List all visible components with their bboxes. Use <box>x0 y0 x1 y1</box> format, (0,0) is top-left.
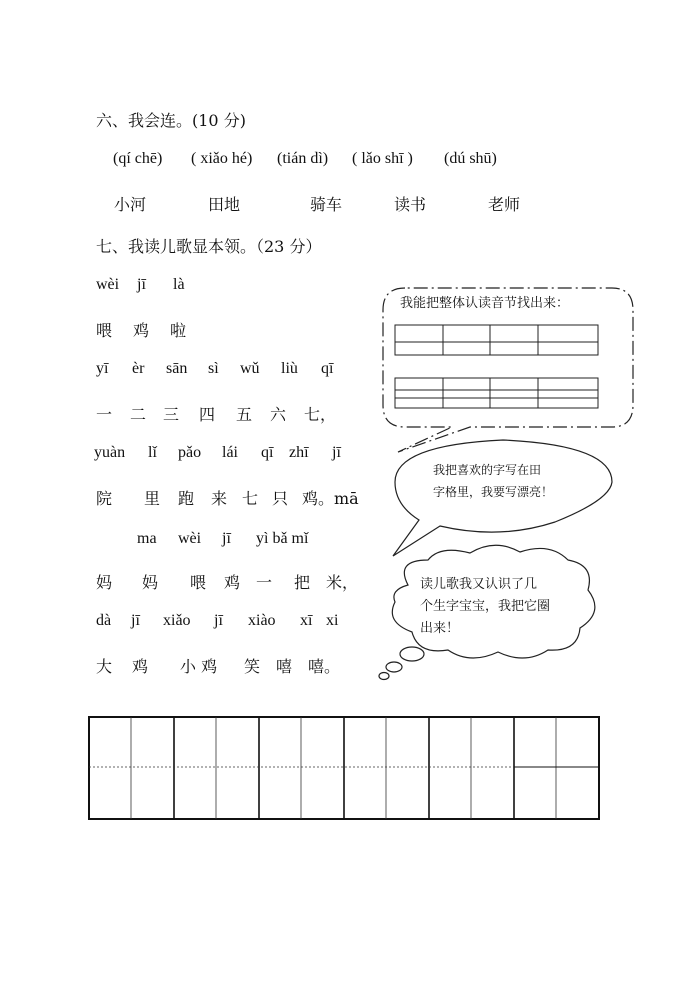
song-py: xiǎo <box>163 612 191 629</box>
q6-word-1: 小河 <box>114 195 147 214</box>
song-hz: 一 <box>256 573 273 592</box>
song-hz: 把 <box>294 573 311 592</box>
song-hz: 嘻。 <box>308 657 341 676</box>
thought-cloud-line: 读儿歌我又认识了几 <box>420 577 538 592</box>
song-py: jī <box>214 612 223 629</box>
song-py: yì bǎ mǐ <box>256 530 309 547</box>
q6-pinyin-3: (tián dì) <box>277 150 329 167</box>
q6-title: 六、我会连。(10 分) <box>96 111 246 130</box>
song-py: qī <box>321 360 334 377</box>
song-py: sān <box>166 360 188 377</box>
song-hz: 二 <box>130 405 147 424</box>
song-hz: 鸡 <box>224 573 241 592</box>
syllable-bubble-title: 我能把整体认读音节找出来： <box>400 296 570 311</box>
q6-pinyin-2: ( xiǎo hé) <box>191 150 253 167</box>
song-py: xiào <box>248 612 276 629</box>
song-py: wèi <box>96 276 120 293</box>
song-hz: 三 <box>163 405 180 424</box>
song-hz: 里 <box>144 489 161 508</box>
song-hz: 米， <box>326 573 359 592</box>
song-py: yī <box>96 360 109 377</box>
song-hz: 鸡 <box>132 657 149 676</box>
song-hz: 五 <box>236 405 253 424</box>
song-py: xī <box>300 612 313 629</box>
write-bubble-line: 我把喜欢的字写在田 <box>433 463 542 477</box>
song-hz: 鸡 <box>133 321 150 340</box>
song-hz: 妈 <box>96 573 113 592</box>
song-py: èr <box>132 360 145 377</box>
song-py: lǐ <box>148 444 157 461</box>
song-hz: 跑 <box>178 489 195 508</box>
song-py: liù <box>281 360 298 377</box>
song-py: zhī <box>289 444 309 461</box>
song-py: sì <box>208 360 219 377</box>
song-hz: 院 <box>96 489 113 508</box>
song-hz: 一 <box>96 405 113 424</box>
write-bubble-text <box>433 459 553 503</box>
thought-cloud-line: 出来！ <box>420 621 460 636</box>
song-py: pǎo <box>178 444 202 461</box>
song-hz: 四 <box>199 405 216 424</box>
song-py: jī <box>332 444 341 461</box>
song-hz: 小 鸡 <box>180 657 218 676</box>
song-py: xi <box>326 612 339 629</box>
q6-pinyin-4: ( lǎo shī ) <box>352 150 413 167</box>
q6-pinyin-1: (qí chē) <box>113 150 163 167</box>
song-hz: 喂 <box>96 321 113 340</box>
song-hz: 妈 <box>142 573 159 592</box>
song-hz: 只 <box>272 489 289 508</box>
song-py: jī <box>222 530 231 547</box>
thought-cloud-text <box>420 574 550 640</box>
song-hz: 鸡。mā <box>302 489 359 508</box>
q6-pinyin-5: (dú shū) <box>444 150 497 167</box>
q6-word-3: 骑车 <box>310 195 343 214</box>
thought-cloud-line: 个生字宝宝，我把它圈 <box>420 599 551 614</box>
song-hz: 笑 <box>244 657 261 676</box>
song-py: lái <box>222 444 238 461</box>
writing-grid[interactable] <box>88 716 602 822</box>
syllable-table-2 <box>395 378 598 408</box>
song-py: jī <box>137 276 146 293</box>
song-hz: 七 <box>242 489 259 508</box>
song-hz: 啦 <box>170 321 187 340</box>
song-py: yuàn <box>94 444 126 461</box>
song-py: wèi <box>178 530 202 547</box>
song-hz: 大 <box>96 657 113 676</box>
song-py: wǔ <box>240 360 260 377</box>
song-hz: 七， <box>304 405 337 424</box>
q6-word-4: 读书 <box>394 195 427 214</box>
song-hz: 来 <box>211 489 228 508</box>
song-py: dà <box>96 612 112 629</box>
q6-word-5: 老师 <box>488 195 521 214</box>
song-py: jī <box>131 612 140 629</box>
song-py: qī <box>261 444 274 461</box>
song-py: là <box>173 276 185 293</box>
song-py: ma <box>137 530 157 547</box>
song-hz: 六 <box>270 405 287 424</box>
q6-word-2: 田地 <box>208 195 241 214</box>
syllable-table-1 <box>395 325 598 355</box>
write-bubble-line: 字格里，我要写漂亮！ <box>433 485 554 499</box>
song-hz: 喂 <box>190 573 207 592</box>
q7-title: 七、我读儿歌显本领。（23 分） <box>96 237 322 256</box>
song-hz: 嘻 <box>276 657 293 676</box>
